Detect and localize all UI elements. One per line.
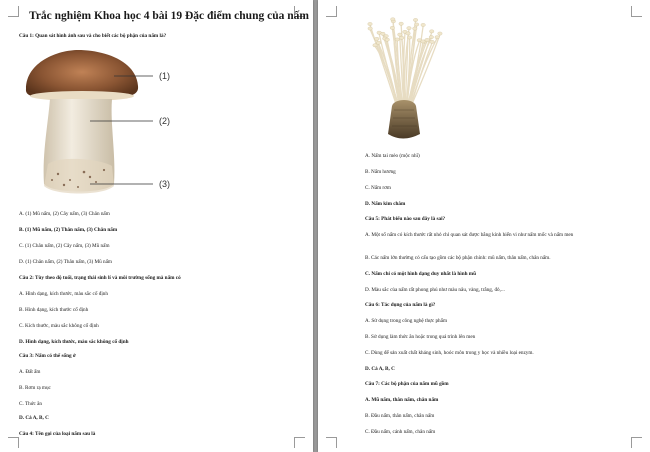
enoki-cap bbox=[425, 38, 429, 41]
q6-option-d: D. Cả A, B, C bbox=[365, 366, 395, 372]
q3-option-a: A. Đất ẩm bbox=[19, 369, 41, 375]
q3-option-c: C. Thức ăn bbox=[19, 401, 43, 407]
q1-option-c: C. (1) Chân nấm, (2) Cây nấm, (3) Mũ nấm bbox=[19, 243, 110, 249]
question-5 bbox=[365, 216, 445, 222]
document-page-1 bbox=[0, 0, 313, 452]
enoki-cap bbox=[376, 41, 380, 44]
q3-option-b: B. Rơm rạ mục bbox=[19, 385, 51, 391]
enoki-cap bbox=[398, 33, 402, 36]
question-6-text: Câu 6: Tác dụng của nấm là gì? bbox=[365, 302, 436, 308]
document-page-2 bbox=[318, 0, 650, 452]
question-7 bbox=[365, 381, 449, 387]
enoki-cap bbox=[421, 40, 425, 43]
q4-option-c: C. Nấm rơm bbox=[365, 185, 391, 191]
q1-option-b: B. (1) Mũ nấm, (2) Thân nấm, (3) Chân nấm bbox=[19, 227, 118, 233]
q2-option-a: A. Hình dạng, kích thước, màu sắc cố định bbox=[19, 291, 108, 297]
margin-corner bbox=[326, 6, 337, 17]
question-6 bbox=[365, 302, 435, 308]
q6-option-a: A. Sử dụng trong công nghệ thực phẩm bbox=[365, 318, 447, 324]
enoki-cap bbox=[375, 37, 379, 40]
question-4-text: Câu 4: Tên gọi của loại nấm sau là bbox=[19, 431, 96, 437]
enoki-cap bbox=[368, 27, 372, 30]
enoki-cap bbox=[406, 32, 410, 35]
label-cap: (1) bbox=[159, 71, 170, 81]
q4-option-a: A. Nấm tai mèo (mộc nhĩ) bbox=[365, 153, 420, 159]
q5-option-d: D. Màu sắc của nấm rất phong phú như màu nâu, vàng, trắng, đỏ,... bbox=[365, 287, 505, 293]
q2-option-d: D. Hình dạng, kích thước, màu sắc không cố định bbox=[19, 339, 129, 345]
enoki-cap bbox=[414, 23, 418, 26]
margin-corner bbox=[8, 437, 19, 448]
enoki-cap bbox=[407, 36, 411, 39]
q1-option-a: A. (1) Mũ nấm, (2) Cây nấm, (3) Chân nấm bbox=[19, 211, 110, 217]
document-title: Trắc nghiệm Khoa học 4 bài 19 Đặc điểm chung của nấm bbox=[29, 10, 309, 22]
label-base: (3) bbox=[159, 179, 170, 189]
enoki-cap bbox=[429, 30, 433, 33]
label-stem: (2) bbox=[159, 116, 170, 126]
margin-corner bbox=[8, 6, 19, 17]
q5-option-c: C. Nấm chỉ có một hình dạng duy nhất là hình mũ bbox=[365, 271, 476, 277]
q5-option-a: A. Một số nấm có kích thước rất nhỏ chỉ quan sát được bằng kính hiển vi như nấm mốc và nấm men bbox=[365, 232, 574, 238]
q7-option-b: B. Đầu nấm, thân nấm, chân nấm bbox=[365, 413, 435, 419]
enoki-cap bbox=[430, 40, 434, 43]
enoki-cap bbox=[385, 38, 389, 41]
enoki-cap bbox=[373, 44, 377, 47]
q6-option-b: B. Sử dụng làm thức ăn hoặc trong quá trình lên men bbox=[365, 334, 476, 340]
question-3-text: Câu 3: Nấm có thể sống ở bbox=[19, 353, 76, 359]
q4-option-b: B. Nấm hương bbox=[365, 169, 396, 175]
q5-option-b: B. Các nấm lớn thường có cấu tạo gồm các bộ phận chính: mũ nấm, thân nấm, chân nấm. bbox=[365, 255, 551, 261]
question-1-text: Câu 1: Quan sát hình ảnh sau và cho biết các bộ phận của nấm là? bbox=[19, 33, 167, 39]
enoki-base bbox=[388, 100, 420, 139]
margin-corner bbox=[631, 6, 642, 17]
enoki-cap bbox=[395, 38, 399, 41]
enoki-mushroom-photo bbox=[364, 10, 444, 140]
mushroom-diagram bbox=[18, 44, 200, 204]
q1-option-d: D. (1) Chân nấm, (2) Thân nấm, (3) Mũ nấm bbox=[19, 259, 112, 265]
enoki-cap bbox=[429, 36, 433, 39]
enoki-cap bbox=[438, 32, 442, 35]
question-4 bbox=[19, 431, 95, 437]
question-5-text: Câu 5: Phát biểu nào sau đây là sai? bbox=[365, 216, 446, 222]
margin-corner bbox=[326, 437, 337, 448]
enoki-cap bbox=[435, 36, 439, 39]
margin-corner bbox=[294, 437, 305, 448]
question-1 bbox=[19, 33, 166, 39]
q6-option-c: C. Dùng để sản xuất chất kháng sinh, hoóc môn trong y học và nhiều loại enzym. bbox=[365, 350, 534, 356]
q7-option-a: A. Mũ nấm, thân nấm, chân nấm bbox=[365, 397, 439, 403]
enoki-cap bbox=[413, 18, 417, 21]
question-2-text: Câu 2: Tùy theo độ tuổi, trạng thái sinh lí và môi trường sống mà nấm có bbox=[19, 275, 181, 281]
enoki-cap bbox=[421, 23, 425, 26]
question-7-text: Câu 7: Các bộ phận của nấm mũ gồm bbox=[365, 381, 449, 387]
q2-option-c: C. Kích thước, màu sắc không cố định bbox=[19, 323, 99, 329]
q2-option-b: B. Hình dạng, kích thước cố định bbox=[19, 307, 89, 313]
enoki-cap bbox=[391, 18, 395, 21]
question-2 bbox=[19, 275, 181, 281]
enoki-cap bbox=[399, 22, 403, 25]
enoki-cap bbox=[413, 27, 417, 30]
enoki-cap bbox=[381, 32, 385, 35]
enoki-cap bbox=[407, 27, 411, 30]
q7-option-c: C. Đầu nấm, cánh nấm, chân nấm bbox=[365, 429, 436, 435]
enoki-cap bbox=[399, 36, 403, 39]
question-3 bbox=[19, 353, 76, 359]
q4-option-d: D. Nấm kim châm bbox=[365, 201, 406, 207]
enoki-cap bbox=[368, 22, 372, 25]
margin-corner bbox=[631, 437, 642, 448]
q3-option-d: D. Cả A, B, C bbox=[19, 415, 49, 421]
enoki-cap bbox=[390, 26, 394, 29]
